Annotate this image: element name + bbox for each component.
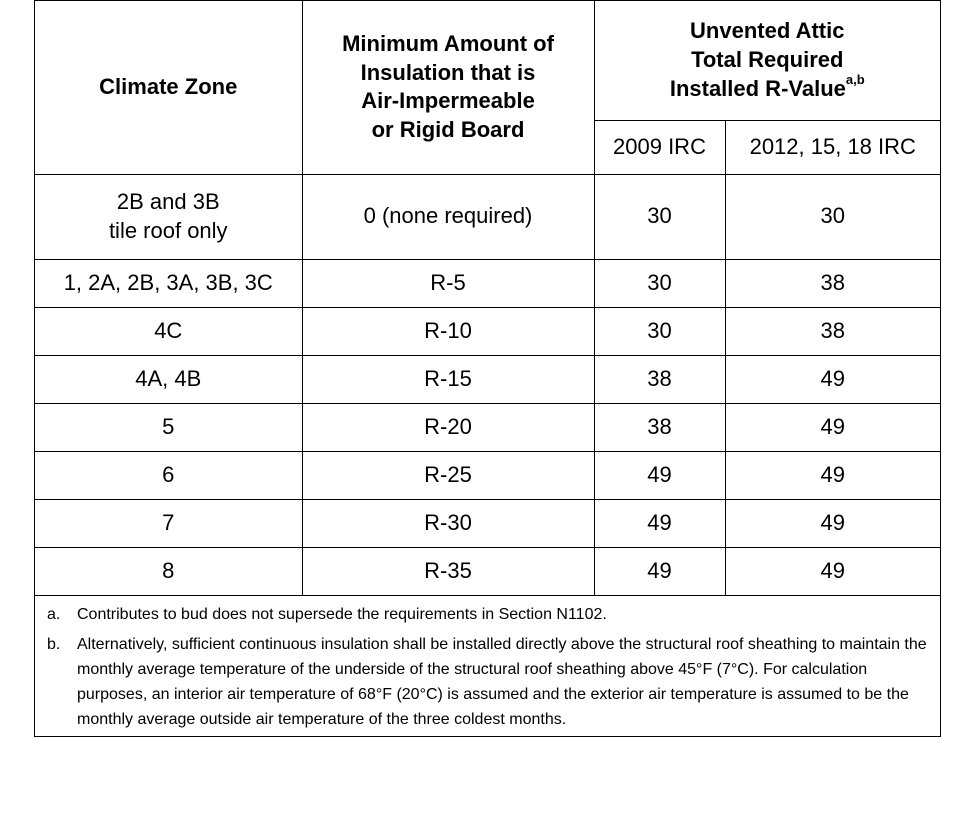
cell-min-insulation: R-20 — [302, 403, 594, 451]
insulation-table — [35, 1, 940, 596]
cell-min-insulation: R-15 — [302, 355, 594, 403]
cell-climate-zone — [35, 174, 302, 259]
cell-min-insulation: R-5 — [302, 259, 594, 307]
cell-2012-value: 30 — [725, 174, 940, 259]
header-attic-line-1: Unvented Attic — [690, 18, 845, 44]
table-row — [35, 259, 940, 307]
cell-min-insulation: R-25 — [302, 451, 594, 499]
cell-min-insulation: R-35 — [302, 547, 594, 595]
cell-climate-zone: 8 — [35, 547, 302, 595]
cell-2012-value: 38 — [725, 307, 940, 355]
cell-climate-zone: 1, 2A, 2B, 3A, 3B, 3C — [35, 259, 302, 307]
footnote-b — [47, 633, 930, 732]
cell-2012-value: 49 — [725, 355, 940, 403]
cell-min-insulation: R-10 — [302, 307, 594, 355]
cell-2012-value: 49 — [725, 403, 940, 451]
header-2009-irc: 2009 IRC — [594, 120, 725, 174]
footnotes — [35, 596, 940, 737]
insulation-table-frame — [34, 0, 941, 737]
cell-2009-value: 38 — [594, 355, 725, 403]
cell-climate-zone: 5 — [35, 403, 302, 451]
table-row — [35, 355, 940, 403]
cell-climate-zone: 7 — [35, 499, 302, 547]
table-row — [35, 547, 940, 595]
header-2012-irc: 2012, 15, 18 IRC — [725, 120, 940, 174]
header-min-insulation-line-1: Minimum Amount of — [342, 31, 554, 57]
cell-2009-value: 49 — [594, 451, 725, 499]
header-min-insulation — [302, 1, 594, 174]
table-row — [35, 451, 940, 499]
cell-2009-value: 38 — [594, 403, 725, 451]
cell-2009-value: 30 — [594, 259, 725, 307]
header-attic-line-3 — [595, 72, 941, 104]
header-attic-line-2: Total Required — [691, 46, 844, 72]
header-min-insulation-line-3: Air-Impermeable — [361, 88, 535, 114]
footnote-text: Contributes to bud does not supersede the requirements in Section N1102. — [77, 605, 607, 623]
header-min-insulation-line-2: Insulation that is — [360, 59, 536, 85]
table-row — [35, 174, 940, 259]
cell-2009-value: 30 — [594, 174, 725, 259]
header-climate-zone: Climate Zone — [35, 1, 302, 174]
footnote-a — [47, 603, 930, 628]
table-row — [35, 307, 940, 355]
cell-2012-value: 49 — [725, 499, 940, 547]
cell-2012-value: 49 — [725, 547, 940, 595]
footnote-label: b. — [47, 636, 61, 654]
cell-min-insulation: R-30 — [302, 499, 594, 547]
footnote-label: a. — [47, 605, 61, 623]
cell-climate-zone: 6 — [35, 451, 302, 499]
cell-zone-line-2: tile roof only — [108, 217, 228, 243]
table-row — [35, 403, 940, 451]
cell-2012-value: 38 — [725, 259, 940, 307]
cell-2009-value: 30 — [594, 307, 725, 355]
header-attic-footnote-ref: a,b — [845, 72, 865, 88]
header-attic-line-3-text: Installed R-Value — [669, 75, 846, 101]
cell-zone-line-1: 2B and 3B — [116, 188, 220, 214]
table-row — [35, 499, 940, 547]
cell-min-insulation: 0 (none required) — [302, 174, 594, 259]
cell-2009-value: 49 — [594, 547, 725, 595]
header-unvented-attic — [594, 1, 940, 120]
footnote-text: Alternatively, sufficient continuous insulation shall be installed directly above the structural roof sheathing to maintain the monthly average temperature of the underside of the structural roof sheathing above 45°F (7°C). For calculation purposes, an interior air temperature of 68°F (20°C) is assumed and the exterior air temperature is assumed to be the monthly average outside air temperature of the three coldest months. — [77, 636, 927, 728]
header-min-insulation-line-4: or Rigid Board — [371, 116, 525, 142]
cell-2012-value: 49 — [725, 451, 940, 499]
cell-climate-zone: 4A, 4B — [35, 355, 302, 403]
cell-climate-zone: 4C — [35, 307, 302, 355]
cell-2009-value: 49 — [594, 499, 725, 547]
